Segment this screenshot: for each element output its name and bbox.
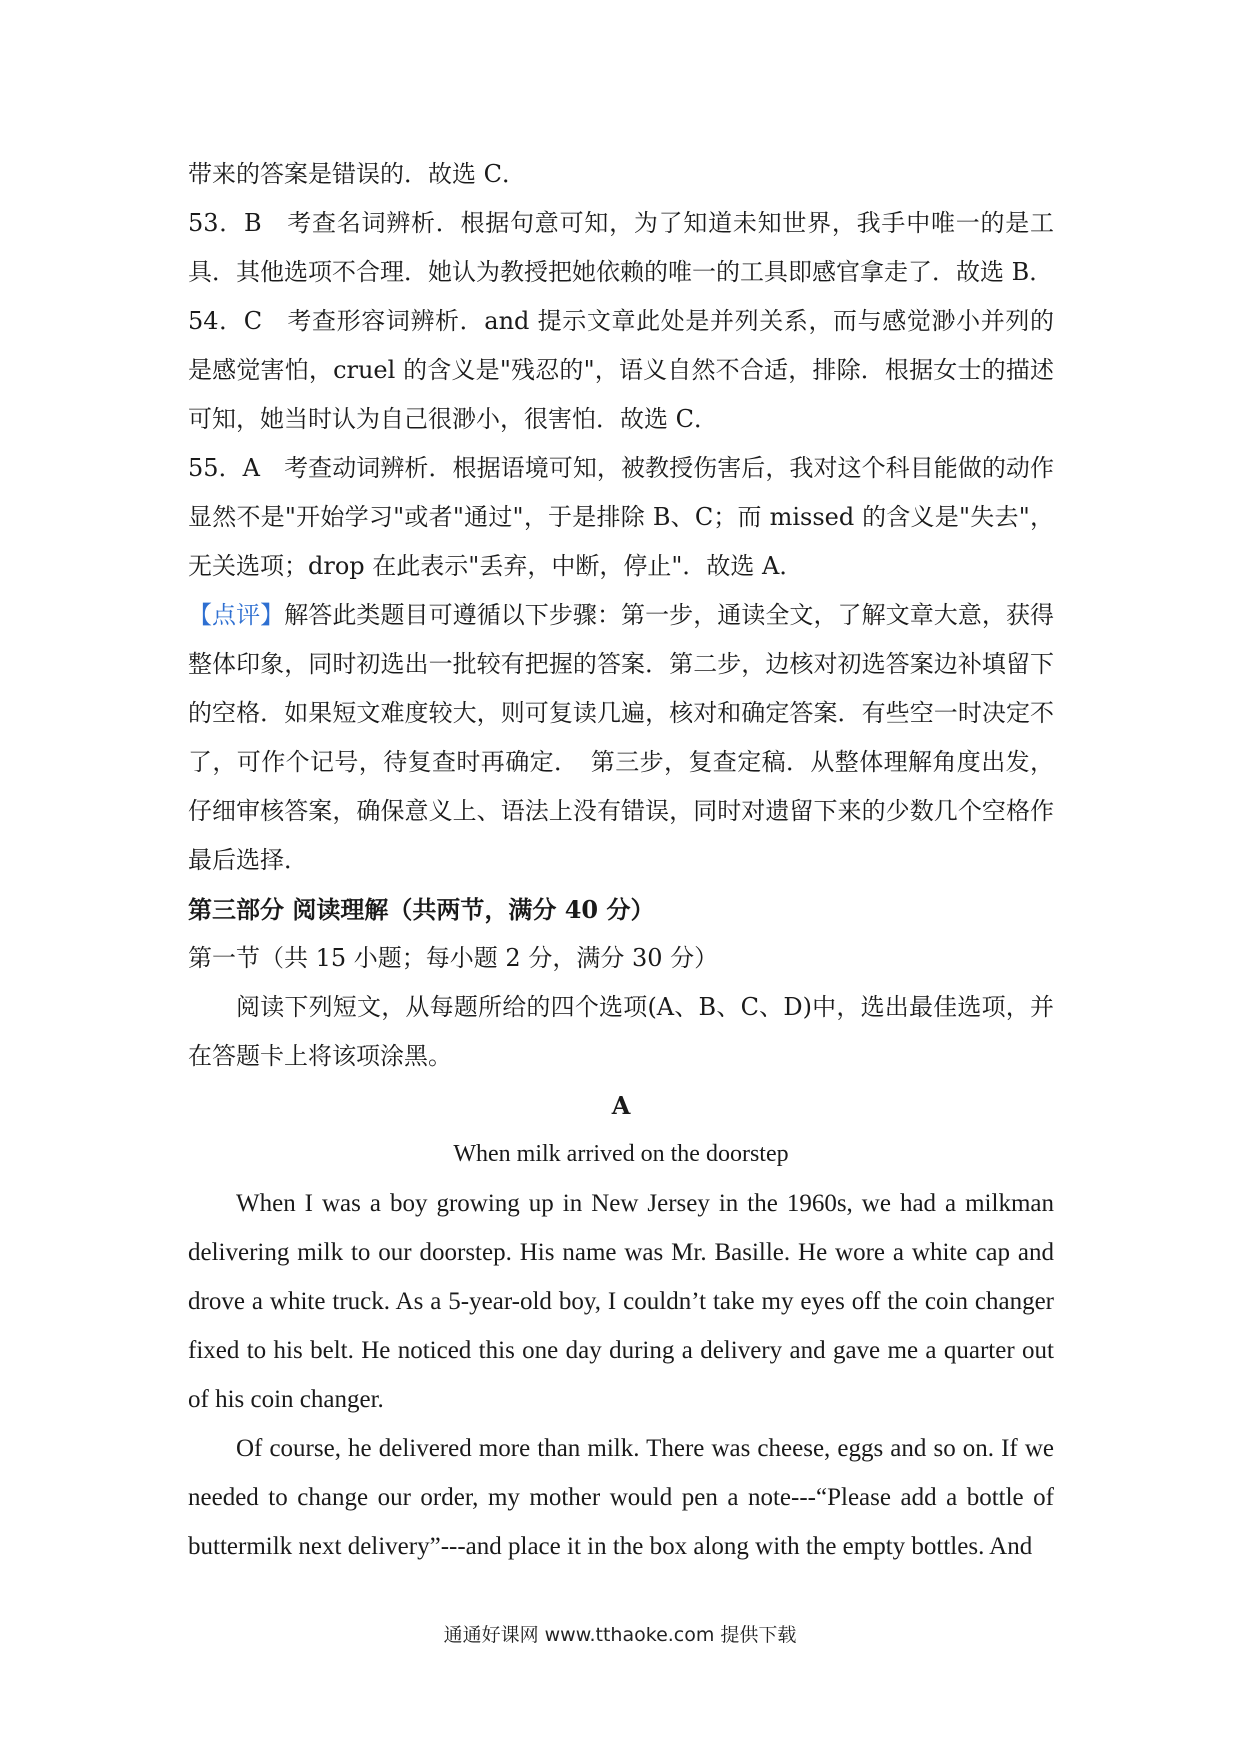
section-instruction: 阅读下列短文，从每题所给的四个选项(A、B、C、D)中，选出最佳选项，并在答题卡上将该项涂黑。 bbox=[188, 993, 1054, 1070]
article-letter: A bbox=[611, 1091, 631, 1120]
comment-paragraph bbox=[188, 591, 1054, 885]
answer-55: 55．A 考查动词辨析．根据语境可知，被教授伤害后，我对这个科目能做的动作显然不是"开始学习"或者"通过"，于是排除 B、C；而 missed 的含义是"失去"，无关选项；drop 在此表示"丢弃，中断，停止"．故选 A． bbox=[188, 454, 1054, 580]
section-title: 第三部分 阅读理解（共两节，满分 40 分） bbox=[188, 895, 655, 924]
comment-text: 解答此类题目可遵循以下步骤：第一步，通读全文，了解文章大意，获得整体印象，同时初选出一批较有把握的答案．第二步，边核对初选答案边补填留下的空格．如果短文难度较大，则可复读几遍，核对和确定答案．有些空一时决定不了，可作个记号，待复查时再确定． 第三步，复查定稿．从整体理解角度出发，仔细审核答案，确保意义上、语法上没有错误，同时对遗留下来的少数几个空格作最后选择． bbox=[188, 601, 1055, 874]
subsection-title: 第一节（共 15 小题；每小题 2 分，满分 30 分） bbox=[188, 944, 719, 972]
comment-tag: 【点评】 bbox=[188, 601, 285, 629]
answer-53: 53．B 考查名词辨析．根据句意可知，为了知道未知世界，我手中唯一的是工具．其他选项不合理．她认为教授把她依赖的唯一的工具即感官拿走了．故选 B． bbox=[188, 209, 1054, 286]
page-footer: 通通好课网 www.tthaoke.com 提供下载 bbox=[443, 1624, 797, 1646]
article-paragraph-1: When I was a boy growing up in New Jersey in the 1960s, we had a milkman delivering milk to our doorstep. His name was Mr. Basille. He wore a white cap and drove a white truck. As a 5-year-old boy, I couldn’t take my eyes off the coin changer fixed to his belt. He noticed this one day during a delivery and gave me a quarter out of his coin changer. bbox=[188, 1190, 1054, 1413]
answer-continuation: 带来的答案是错误的．故选 C． bbox=[188, 160, 526, 188]
answer-54: 54．C 考查形容词辨析．and 提示文章此处是并列关系，而与感觉渺小并列的是感觉害怕，cruel 的含义是"残忍的"，语义自然不合适，排除．根据女士的描述可知，她当时认为自己很渺小，很害怕．故选 C． bbox=[188, 307, 1054, 433]
document-page bbox=[188, 150, 1054, 1571]
article-paragraph-2: Of course, he delivered more than milk. There was cheese, eggs and so on. If we needed to change our order, my mother would pen a note---“Please add a bottle of buttermilk next delivery”---and place it in the box along with the empty bottles. And bbox=[188, 1435, 1054, 1560]
article-title: When milk arrived on the doorstep bbox=[453, 1141, 789, 1167]
